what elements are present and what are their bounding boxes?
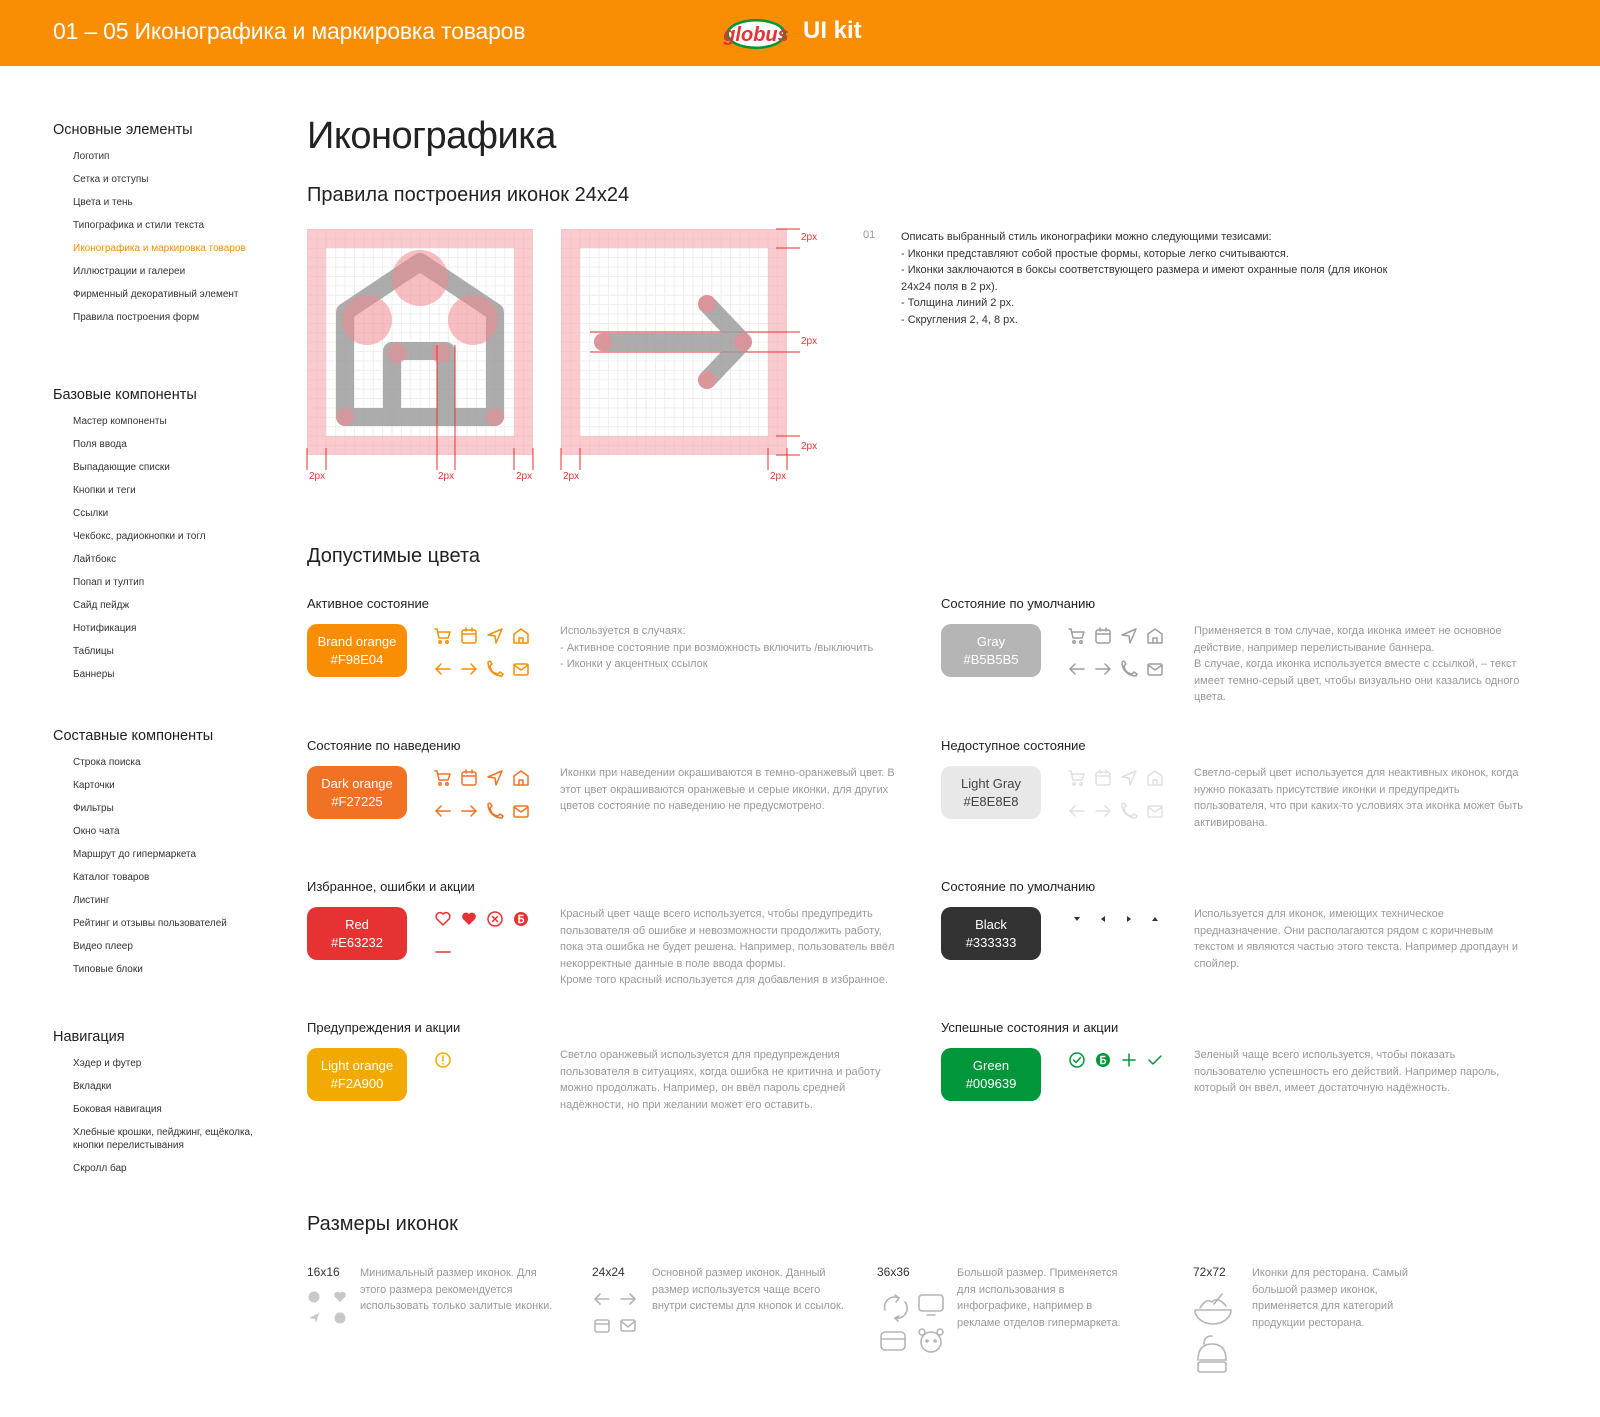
caret-left-icon xyxy=(1093,909,1113,929)
swatch-hex: #F98E04 xyxy=(330,651,384,667)
sidebar-item[interactable]: Иконографика и маркировка товаров xyxy=(73,243,246,254)
sidebar-section-title[interactable]: Основные элементы xyxy=(53,122,193,138)
calendar-icon xyxy=(595,1320,609,1332)
stroke-label: 2px xyxy=(438,471,455,482)
sidebar-item[interactable]: Хлебные крошки, пейджинг, ещёколка, кнопки перелистывания xyxy=(73,1127,253,1151)
construction-rules xyxy=(863,229,1401,328)
swatch-name: Light orange xyxy=(320,1057,394,1073)
arrow-left-icon xyxy=(1067,659,1087,679)
padding-label: 2px xyxy=(801,232,818,243)
sidebar-item[interactable]: Типовые блоки xyxy=(73,964,143,975)
sidebar-item[interactable]: Лайтбокс xyxy=(73,554,117,565)
swatch-hex: #E8E8E8 xyxy=(963,793,1019,809)
location-arrow-icon xyxy=(1119,768,1139,788)
minus-icon xyxy=(433,942,453,962)
cart-icon xyxy=(433,626,453,646)
location-arrow-icon xyxy=(1119,626,1139,646)
size-16-icons xyxy=(305,1289,351,1327)
promo-badge-icon xyxy=(511,909,531,929)
plus-icon xyxy=(1119,1050,1139,1070)
arrow-left-icon xyxy=(433,659,453,679)
rules-line: - Иконки представляют собой простые формы, которые легко считываются. xyxy=(901,247,1289,260)
color-description: Иконки при наведении окрашиваются в темно-оранжевый цвет. В этот цвет окрашиваются оранжевые и серые иконки, для других цветов состояние по наведению не предусмотрено. xyxy=(560,767,895,812)
swatch-name: Dark orange xyxy=(321,775,393,791)
color-group-heading: Успешные состояния и акции xyxy=(941,1020,1119,1035)
mail-icon xyxy=(1145,801,1165,821)
arrow-right-icon xyxy=(1093,801,1113,821)
heart-icon xyxy=(334,1292,345,1302)
size-36-icons xyxy=(877,1290,957,1362)
size-description: Основной размер иконок. Данный размер используется чаще всего внутри системы для кнопок и ссылок. xyxy=(652,1267,844,1312)
home-icon xyxy=(1145,768,1165,788)
phone-icon xyxy=(1119,801,1139,821)
size-description: Иконки для ресторана. Самый большой размер иконок, применяется для категорий продукции ресторана. xyxy=(1252,1267,1409,1329)
sidebar-item[interactable]: Правила построения форм xyxy=(73,312,200,323)
ui-kit-label: UI kit xyxy=(803,17,862,44)
calendar-icon xyxy=(459,768,479,788)
check-icon xyxy=(1145,1050,1165,1070)
color-swatch xyxy=(307,766,407,819)
mail-icon xyxy=(1145,659,1165,679)
sidebar-item[interactable]: Вкладки xyxy=(73,1081,112,1092)
icon-sample-grid xyxy=(433,768,537,834)
size-72-icons xyxy=(1192,1290,1236,1386)
color-group-heading: Избранное, ошибки и акции xyxy=(307,879,475,894)
color-description: Применяется в том случае, когда иконка имеет не основное действие, например перелистывание баннера. В случае, когда иконка используется вместе с ссылкой, – текст имеет темно-серый цвет, чтобы визуально они казались одного цвета. xyxy=(1194,625,1520,703)
cart-icon xyxy=(433,768,453,788)
bear-icon xyxy=(919,1329,943,1352)
sidebar-section-title[interactable]: Базовые компоненты xyxy=(53,387,197,403)
swatch-hex: #333333 xyxy=(965,934,1017,950)
arrow-left-icon xyxy=(433,801,453,821)
colors-title: Допустимые цвета xyxy=(307,545,481,567)
sidebar-item-list xyxy=(53,756,253,976)
swatch-name: Light Gray xyxy=(961,775,1021,791)
home-icon xyxy=(511,626,531,646)
sidebar-item[interactable]: Сетка и отступы xyxy=(73,174,149,185)
sidebar-item[interactable]: Логотип xyxy=(73,151,110,162)
sidebar-item[interactable]: Каталог товаров xyxy=(73,872,150,883)
rules-number: 01 xyxy=(863,229,876,241)
calendar-icon xyxy=(1093,768,1113,788)
swatch-name: Green xyxy=(972,1057,1010,1073)
caret-up-icon xyxy=(1145,909,1165,929)
sidebar-item[interactable]: Поля ввода xyxy=(73,439,127,450)
stroke-label: 2px xyxy=(801,336,818,347)
rules-line: - Скругления 2, 4, 8 px. xyxy=(901,313,1018,326)
padding-label: 2px xyxy=(563,471,580,482)
cart-icon xyxy=(1067,626,1087,646)
icon-sample-grid xyxy=(433,1050,537,1083)
sidebar-item[interactable]: Сайд пейдж xyxy=(73,600,130,611)
arrow-right-icon xyxy=(1093,659,1113,679)
color-group-heading: Предупреждения и акции xyxy=(307,1020,461,1035)
color-swatch xyxy=(307,624,407,677)
size-label: 24x24 xyxy=(592,1265,625,1279)
sidebar-item-list xyxy=(53,415,253,681)
color-group-heading: Состояние по наведению xyxy=(307,738,461,753)
location-arrow-icon xyxy=(485,626,505,646)
mail-icon xyxy=(511,659,531,679)
color-group-heading: Состояние по умолчанию xyxy=(941,879,1096,894)
calendar-icon xyxy=(1093,626,1113,646)
sidebar-item[interactable]: Хэдер и футер xyxy=(73,1058,142,1069)
arrow-right-icon xyxy=(459,801,479,821)
size-description: Большой размер. Применяется для использования в инфографике, например в рекламе отделов гипермаркета. xyxy=(957,1267,1121,1329)
heart-outline-icon xyxy=(433,909,453,929)
arrow-right-icon xyxy=(621,1294,635,1304)
location-arrow-icon xyxy=(485,768,505,788)
promo-badge-icon xyxy=(1093,1050,1113,1070)
phone-icon xyxy=(1119,659,1139,679)
badge-icon xyxy=(335,1313,346,1324)
sidebar-item[interactable]: Цвета и тень xyxy=(73,197,133,208)
sidebar-section xyxy=(53,728,253,986)
sidebar-item[interactable]: Маршрут до гипермаркета xyxy=(73,849,197,860)
error-circle-icon xyxy=(485,909,505,929)
rules-line: - Иконки заключаются в боксы соответствующего размера и имеют охранные поля (для иконок 24x24 поля в 2 px). xyxy=(901,264,1388,293)
sidebar-item[interactable]: Рейтинг и отзывы пользователей xyxy=(73,918,227,929)
caret-right-icon xyxy=(1119,909,1139,929)
swatch-name: Red xyxy=(345,916,369,932)
sidebar-section xyxy=(53,1029,253,1185)
sidebar-item[interactable]: Попап и тултип xyxy=(73,577,145,588)
color-swatch xyxy=(307,1048,407,1101)
cupcake-icon xyxy=(1198,1336,1226,1372)
color-description: Зеленый чаще всего используется, чтобы показать пользователю успешность его действий. Например пароль, который он ввёл, имеет достаточную надёжность. xyxy=(1194,1049,1500,1094)
icon-sample-grid xyxy=(1067,626,1171,692)
sidebar-item[interactable]: Иллюстрации и галереи xyxy=(73,266,186,277)
sidebar-item[interactable]: Таблицы xyxy=(73,646,114,657)
home-icon xyxy=(1145,626,1165,646)
icon-sample-grid xyxy=(433,626,537,692)
sidebar-item[interactable]: Нотификация xyxy=(73,623,137,634)
caret-down-icon xyxy=(1067,909,1087,929)
color-swatch xyxy=(307,907,407,960)
size-label: 16x16 xyxy=(307,1265,340,1279)
icon-sample-grid xyxy=(1067,1050,1171,1083)
color-description: Светло оранжевый используется для предупреждения пользователя в ситуациях, когда ошибка не критична и работу можно продолжать. Например, он ввёл пароль средней надёжности, но при желании может его оставить. xyxy=(560,1049,881,1111)
swatch-name: Gray xyxy=(976,633,1006,649)
sidebar-section-title[interactable]: Навигация xyxy=(53,1029,125,1045)
sidebar-item-list xyxy=(53,1057,253,1175)
sidebar-item[interactable]: Карточки xyxy=(73,780,115,791)
rice-bowl-icon xyxy=(1195,1294,1231,1324)
swatch-name: Brand orange xyxy=(317,633,397,649)
sidebar-item[interactable]: Окно чата xyxy=(73,826,120,837)
padding-label: 2px xyxy=(309,471,326,482)
mail-icon xyxy=(511,801,531,821)
swatch-hex: #E63232 xyxy=(330,934,384,950)
color-description: Используется в случаях: - Активное состояние при возможность включить /выключить - Иконки у акцентных ссылок xyxy=(560,625,874,670)
size-label: 36x36 xyxy=(877,1265,910,1279)
swatch-name: Black xyxy=(975,916,1007,932)
sidebar-section xyxy=(53,122,253,334)
construction-guides xyxy=(300,220,840,480)
icon-sample-grid xyxy=(1067,768,1171,834)
location-icon xyxy=(309,1313,319,1323)
sidebar-item[interactable]: Фирменный декоративный элемент xyxy=(73,289,239,300)
page-title: 01 – 05 Иконографика и маркировка товаров xyxy=(53,18,526,44)
heart-filled-icon xyxy=(459,909,479,929)
icon-sample-grid xyxy=(1067,909,1171,942)
padding-label: 2px xyxy=(801,441,818,452)
header-bar xyxy=(0,0,1600,66)
icon-sample-grid xyxy=(433,909,537,975)
sidebar-item[interactable]: Баннеры xyxy=(73,669,115,680)
phone-icon xyxy=(485,659,505,679)
card-icon xyxy=(881,1332,905,1350)
sidebar-section-title[interactable]: Составные компоненты xyxy=(53,728,214,744)
sidebar-item[interactable]: Ссылки xyxy=(73,508,109,519)
arrow-left-icon xyxy=(595,1294,609,1304)
color-description: Красный цвет чаще всего используется, чтобы предупредить пользователя об ошибке и невозможности продолжить работу, пока эта ошибка не будет решена. Например, пользователь ввёл некорректные данные в поле ввода формы. Кроме того красный используется для добавления в избранное. xyxy=(560,908,895,986)
sidebar-section xyxy=(53,387,253,691)
sidebar-item[interactable]: Листинг xyxy=(73,895,110,906)
swatch-hex: #F27225 xyxy=(331,793,383,809)
sidebar-item[interactable]: Мастер компоненты xyxy=(73,416,167,427)
swatch-hex: #B5B5B5 xyxy=(963,651,1019,667)
swatch-hex: #009639 xyxy=(965,1075,1017,1091)
sidebar-item[interactable]: Типографика и стили текста xyxy=(73,220,205,231)
construction-title: Правила построения иконок 24x24 xyxy=(307,184,630,206)
arrow-left-icon xyxy=(1067,801,1087,821)
sidebar-item[interactable]: Чекбокс, радиокнопки и тогл xyxy=(73,531,206,542)
arrow-right-icon xyxy=(459,659,479,679)
sidebar-item[interactable]: Видео плеер xyxy=(73,941,133,952)
sidebar-item[interactable]: Кнопки и теги xyxy=(73,485,136,496)
sidebar-item[interactable]: Строка поиска xyxy=(73,757,141,768)
color-description: Используется для иконок, имеющих техническое предназначение. Они располагаются рядом с коричневым текстом и являются частью этого текста. Например дропдаун и спойлер. xyxy=(1194,908,1518,970)
color-group-heading: Состояние по умолчанию xyxy=(941,596,1096,611)
recycle-icon xyxy=(885,1295,908,1321)
color-description: Светло-серый цвет используется для неактивных иконок, когда нужно показать присутствие иконки и предупредить пользователя, что при каких-то условиях эта иконка может быть активирована. xyxy=(1194,767,1523,829)
sidebar-item[interactable]: Фильтры xyxy=(73,803,114,814)
padding-label: 2px xyxy=(770,471,787,482)
cart-icon xyxy=(1067,768,1087,788)
color-group-heading: Недоступное состояние xyxy=(941,738,1086,753)
monitor-icon xyxy=(919,1295,943,1315)
padding-label: 2px xyxy=(516,471,533,482)
sidebar-item[interactable]: Скролл бар xyxy=(73,1163,127,1174)
color-swatch xyxy=(941,1048,1041,1101)
size-24-icons xyxy=(592,1290,644,1336)
arrow-right-icon xyxy=(603,304,743,380)
color-swatch xyxy=(941,624,1041,677)
size-description: Минимальный размер иконок. Для этого размера рекомендуется использовать только залитые иконки. xyxy=(360,1267,553,1312)
mail-icon xyxy=(621,1320,635,1331)
color-group-heading: Активное состояние xyxy=(307,596,430,611)
sizes-title: Размеры иконок xyxy=(307,1213,458,1235)
rules-line: Описать выбранный стиль иконографики можно следующими тезисами: xyxy=(901,231,1272,243)
calendar-icon xyxy=(459,626,479,646)
phone-icon xyxy=(485,801,505,821)
globus-logo[interactable] xyxy=(722,16,790,57)
check-circle-icon xyxy=(1067,1050,1087,1070)
swatch-hex: #F2A900 xyxy=(330,1075,384,1091)
rules-line: - Толщина линий 2 px. xyxy=(901,297,1015,309)
logo-lettering: globus xyxy=(723,24,789,46)
sidebar-item-list xyxy=(53,150,253,324)
home-icon xyxy=(511,768,531,788)
size-label: 72x72 xyxy=(1193,1265,1226,1279)
clock-icon xyxy=(309,1292,320,1303)
sidebar-item[interactable]: Боковая навигация xyxy=(73,1104,162,1115)
color-swatch xyxy=(941,766,1041,819)
section-title: Иконографика xyxy=(307,115,556,157)
color-swatch xyxy=(941,907,1041,960)
warning-circle-icon xyxy=(433,1050,453,1070)
sidebar-item[interactable]: Выпадающие списки xyxy=(73,462,170,473)
